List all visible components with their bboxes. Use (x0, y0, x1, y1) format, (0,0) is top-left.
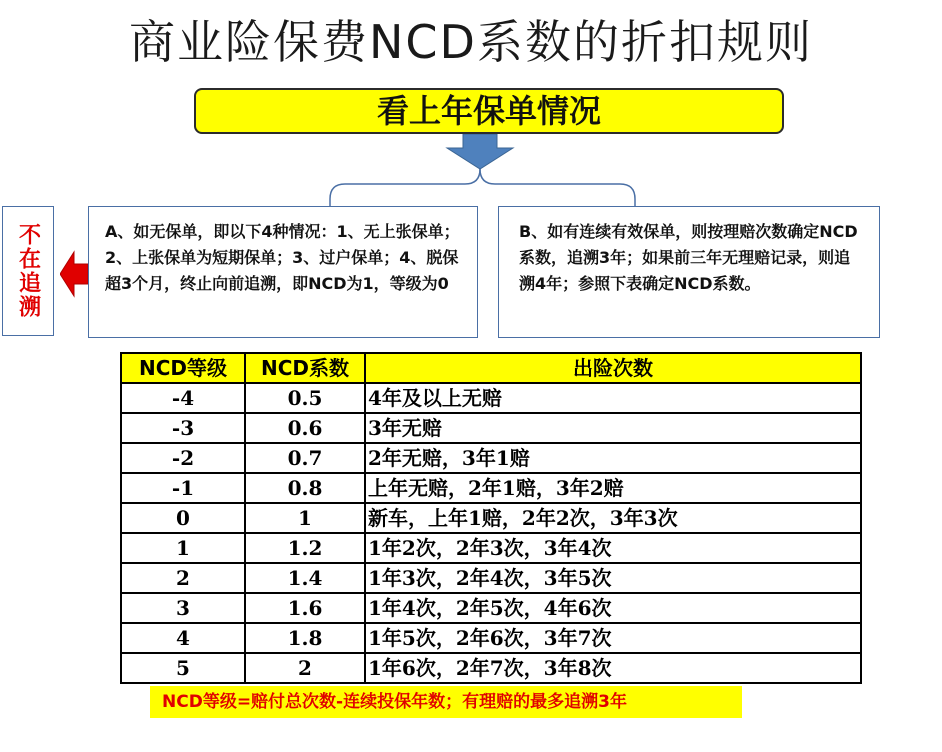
ncd-formula-note: NCD等级=赔付总次数-连续投保年数；有理赔的最多追溯3年 (150, 686, 742, 718)
case-b-box: B、如有连续有效保单，则按理赔次数确定NCD系数，追溯3年；如果前三年无理赔记录，则追溯4年；参照下表确定NCD系数。 (498, 206, 880, 338)
ncd-level-cell: 0 (121, 503, 245, 533)
claim-count-cell: 4年及以上无赔 (365, 383, 861, 413)
table-row (121, 383, 861, 413)
table-row (121, 443, 861, 473)
page-title: 商业险保费NCD系数的折扣规则 (129, 15, 813, 69)
no-further-trace-box (2, 206, 54, 336)
table-row (121, 623, 861, 653)
ncd-coefficient-cell: 0.6 (245, 413, 365, 443)
ncd-coefficient-cell: 0.8 (245, 473, 365, 503)
table-row (121, 653, 861, 683)
ncd-level-cell: -4 (121, 383, 245, 413)
ncd-level-cell: 1 (121, 533, 245, 563)
ncd-coefficient-cell: 1.6 (245, 593, 365, 623)
down-arrow-icon (445, 134, 515, 170)
ncd-level-cell: 2 (121, 563, 245, 593)
claim-count-cell: 上年无赔，2年1赔，3年2赔 (365, 473, 861, 503)
case-a-box: A、如无保单，即以下4种情况：1、无上张保单；2、上张保单为短期保单；3、过户保单；4、脱保超3个月，终止向前追溯，即NCD为1，等级为0 (88, 206, 478, 338)
ncd-coefficient-cell: 1 (245, 503, 365, 533)
table-row (121, 563, 861, 593)
claim-count-cell: 1年6次，2年7次，3年8次 (365, 653, 861, 683)
ncd-coefficient-cell: 1.4 (245, 563, 365, 593)
ncd-coefficient-cell: 0.7 (245, 443, 365, 473)
claim-count-cell: 1年4次，2年5次，4年6次 (365, 593, 861, 623)
header-ncd-level: NCD等级 (121, 353, 245, 383)
claim-count-cell: 1年2次，2年3次，3年4次 (365, 533, 861, 563)
header-claim-count: 出险次数 (365, 353, 861, 383)
table-row (121, 593, 861, 623)
claim-count-cell: 1年5次，2年6次，3年7次 (365, 623, 861, 653)
ncd-coefficient-cell: 1.2 (245, 533, 365, 563)
header-ncd-coefficient: NCD系数 (245, 353, 365, 383)
ncd-level-cell: -2 (121, 443, 245, 473)
ncd-level-cell: 3 (121, 593, 245, 623)
ncd-coefficient-cell: 0.5 (245, 383, 365, 413)
left-arrow-icon (60, 250, 90, 298)
ncd-table (120, 352, 862, 684)
claim-count-cell: 1年3次，2年4次，3年5次 (365, 563, 861, 593)
ncd-coefficient-cell: 2 (245, 653, 365, 683)
table-row (121, 413, 861, 443)
ncd-level-cell: -1 (121, 473, 245, 503)
claim-count-cell: 3年无赔 (365, 413, 861, 443)
ncd-coefficient-cell: 1.8 (245, 623, 365, 653)
ncd-level-cell: 5 (121, 653, 245, 683)
claim-count-cell: 2年无赔，3年1赔 (365, 443, 861, 473)
table-header-row (121, 353, 861, 383)
claim-count-cell: 新车，上年1赔，2年2次，3年3次 (365, 503, 861, 533)
table-row (121, 533, 861, 563)
table-row (121, 503, 861, 533)
ncd-level-cell: -3 (121, 413, 245, 443)
table-row (121, 473, 861, 503)
no-further-trace-label: 不在追溯 (15, 223, 41, 319)
ncd-level-cell: 4 (121, 623, 245, 653)
previous-year-policy-box: 看上年保单情况 (194, 88, 784, 134)
